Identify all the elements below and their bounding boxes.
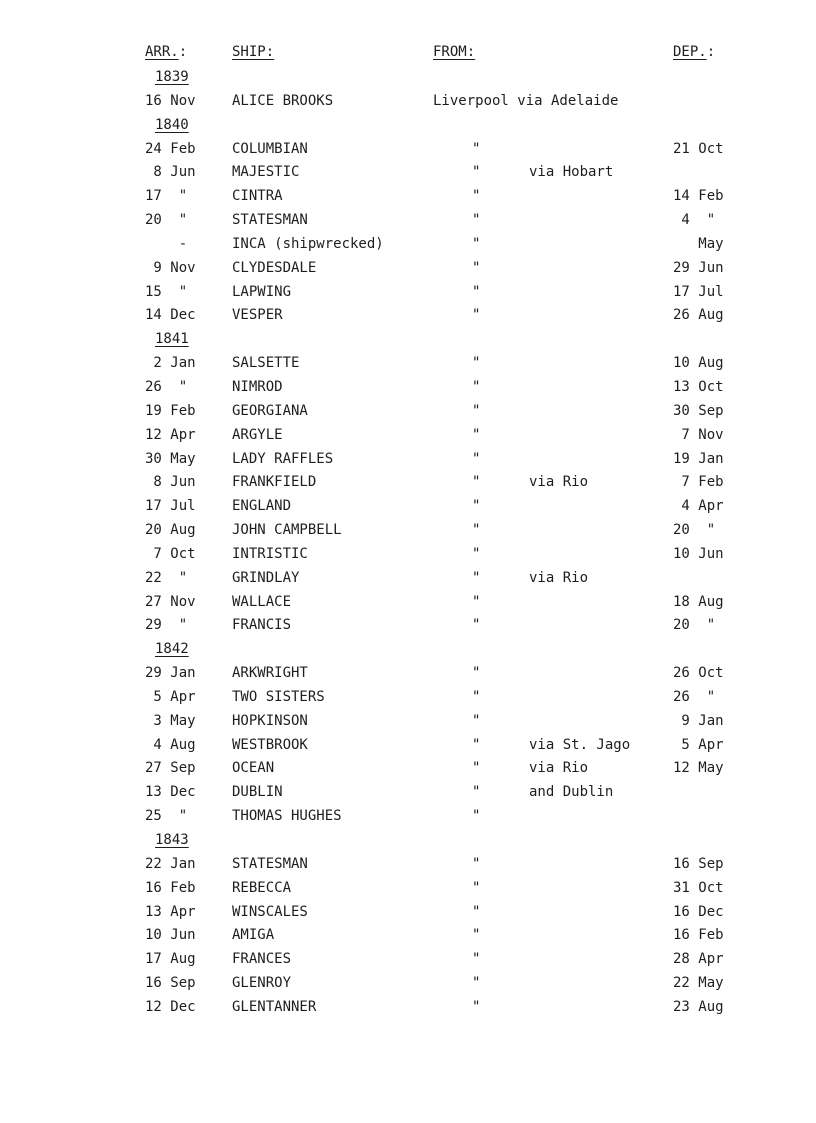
table-row — [0, 90, 816, 114]
ditto-mark: " — [472, 259, 481, 276]
departure-date: 4 " — [673, 212, 716, 229]
ship-name: AMIGA — [232, 927, 275, 944]
departure-date: 7 Nov — [673, 426, 724, 443]
departure-date: 10 Jun — [673, 545, 724, 562]
ditto-mark: " — [472, 355, 481, 372]
ship-name: GEORGIANA — [232, 402, 308, 419]
table-row — [0, 996, 816, 1020]
arrival-date: 9 Nov — [145, 259, 196, 276]
table-row — [0, 543, 816, 567]
table-row — [0, 924, 816, 948]
ditto-mark: " — [472, 569, 481, 586]
year-row — [0, 638, 816, 662]
ship-name: WINSCALES — [232, 903, 308, 920]
ditto-mark: " — [472, 688, 481, 705]
departure-date: May — [673, 235, 724, 252]
via-route: via Hobart — [529, 164, 614, 181]
ditto-mark: " — [472, 140, 481, 157]
arrival-date: 22 Jan — [145, 855, 196, 872]
arrival-date: 26 " — [145, 378, 188, 395]
ship-name: HOPKINSON — [232, 712, 308, 729]
ship-name: ENGLAND — [232, 498, 292, 515]
ship-name: LAPWING — [232, 283, 292, 300]
table-row — [0, 662, 816, 686]
ditto-mark: " — [472, 617, 481, 634]
ship-name: INCA (shipwrecked) — [232, 235, 384, 252]
departure-date: 14 Feb — [673, 188, 724, 205]
departure-date: 20 " — [673, 522, 716, 539]
departure-date: 17 Jul — [673, 283, 724, 300]
table-row — [0, 805, 816, 829]
ditto-mark: " — [472, 307, 481, 324]
ditto-mark: " — [472, 450, 481, 467]
year-heading: 1843 — [155, 832, 189, 848]
departure-date: 4 Apr — [673, 498, 724, 515]
arrival-date: 16 Nov — [145, 92, 196, 109]
arrival-date: 8 Jun — [145, 474, 196, 491]
ditto-mark: " — [472, 927, 481, 944]
year-heading: 1839 — [155, 69, 189, 85]
departure-date: 26 Aug — [673, 307, 724, 324]
table-row — [0, 567, 816, 591]
arrival-date: 19 Feb — [145, 402, 196, 419]
table-row — [0, 400, 816, 424]
ditto-mark: " — [472, 474, 481, 491]
ditto-mark: " — [472, 975, 481, 992]
departure-date: 9 Jan — [673, 712, 724, 729]
arrival-date: 25 " — [145, 808, 188, 825]
table-row — [0, 281, 816, 305]
arrival-date: 13 Dec — [145, 784, 196, 801]
ship-name: LADY RAFFLES — [232, 450, 334, 467]
table-row — [0, 853, 816, 877]
arrival-date: 20 " — [145, 212, 188, 229]
table-row — [0, 734, 816, 758]
ditto-mark: " — [472, 784, 481, 801]
ship-name: FRANKFIELD — [232, 474, 317, 491]
departure-date: 26 " — [673, 688, 716, 705]
departure-date: 22 May — [673, 975, 724, 992]
departure-date: 23 Aug — [673, 998, 724, 1015]
departure-date: 10 Aug — [673, 355, 724, 372]
year-row — [0, 66, 816, 90]
departure-date: 16 Dec — [673, 903, 724, 920]
table-row — [0, 304, 816, 328]
arrival-date: 8 Jun — [145, 164, 196, 181]
arrival-date: 20 Aug — [145, 522, 196, 539]
ditto-mark: " — [472, 760, 481, 777]
arrival-date: 12 Apr — [145, 426, 196, 443]
arrival-date: 17 Aug — [145, 951, 196, 968]
table-row — [0, 209, 816, 233]
table-row — [0, 138, 816, 162]
departure-date: 31 Oct — [673, 879, 724, 896]
via-route: via St. Jago — [529, 736, 631, 753]
ditto-mark: " — [472, 283, 481, 300]
departure-date: 26 Oct — [673, 665, 724, 682]
arrival-date: 29 " — [145, 617, 188, 634]
ditto-mark: " — [472, 188, 481, 205]
ship-name: TWO SISTERS — [232, 688, 325, 705]
ship-name: DUBLIN — [232, 784, 283, 801]
ditto-mark: " — [472, 712, 481, 729]
arrival-date: 16 Sep — [145, 975, 196, 992]
dep-header — [673, 44, 715, 60]
arrival-date: 22 " — [145, 569, 188, 586]
table-row — [0, 495, 816, 519]
table-row — [0, 948, 816, 972]
year-heading: 1840 — [155, 116, 189, 133]
ship-name: STATESMAN — [232, 212, 308, 229]
from-port: Liverpool via Adelaide — [433, 92, 619, 109]
ship-name: ALICE BROOKS — [232, 92, 334, 109]
arrival-date: 17 Jul — [145, 498, 196, 515]
table-row — [0, 614, 816, 638]
ditto-mark: " — [472, 378, 481, 395]
departure-date: 12 May — [673, 760, 724, 777]
via-route: via Rio — [529, 474, 589, 491]
year-row — [0, 328, 816, 352]
arrival-date: 29 Jan — [145, 665, 196, 682]
arrival-date: 3 May — [145, 712, 196, 729]
ditto-mark: " — [472, 522, 481, 539]
arrival-date: 24 Feb — [145, 140, 196, 157]
ditto-mark: " — [472, 212, 481, 229]
ship-name: OCEAN — [232, 760, 275, 777]
ship-name: INTRISTIC — [232, 545, 308, 562]
dep-header-label: DEP. — [673, 44, 707, 60]
ditto-mark: " — [472, 164, 481, 181]
arrival-date: 17 " — [145, 188, 188, 205]
ship-name: REBECCA — [232, 879, 292, 896]
table-row — [0, 352, 816, 376]
ship-name: JOHN CAMPBELL — [232, 522, 342, 539]
table-row — [0, 161, 816, 185]
table-row — [0, 972, 816, 996]
ship-name: STATESMAN — [232, 855, 308, 872]
ditto-mark: " — [472, 665, 481, 682]
ditto-mark: " — [472, 808, 481, 825]
table-row — [0, 519, 816, 543]
ship-name: CLYDESDALE — [232, 259, 317, 276]
table-row — [0, 424, 816, 448]
ditto-mark: " — [472, 498, 481, 515]
ship-name: VESPER — [232, 307, 283, 324]
year-heading: 1842 — [155, 641, 189, 658]
departure-date: 28 Apr — [673, 951, 724, 968]
table-row — [0, 877, 816, 901]
arrival-date: 12 Dec — [145, 998, 196, 1015]
table-row — [0, 686, 816, 710]
via-route: via Rio — [529, 569, 589, 586]
ship-name: FRANCES — [232, 951, 292, 968]
ship-name: ARGYLE — [232, 426, 283, 443]
table-row — [0, 471, 816, 495]
ship-header: SHIP: — [232, 44, 275, 60]
arrival-date: 7 Oct — [145, 545, 196, 562]
arrival-date: 27 Nov — [145, 593, 196, 610]
ship-name: COLUMBIAN — [232, 140, 308, 157]
ditto-mark: " — [472, 402, 481, 419]
ship-name: SALSETTE — [232, 355, 300, 372]
arr-header — [145, 44, 187, 60]
arrival-date: 2 Jan — [145, 355, 196, 372]
departure-date: 18 Aug — [673, 593, 724, 610]
ship-name: FRANCIS — [232, 617, 292, 634]
year-row — [0, 829, 816, 853]
ship-name: GLENTANNER — [232, 998, 317, 1015]
ditto-mark: " — [472, 593, 481, 610]
ditto-mark: " — [472, 951, 481, 968]
table-header — [0, 44, 816, 64]
year-heading: 1841 — [155, 331, 189, 348]
arrival-date: 10 Jun — [145, 927, 196, 944]
year-row — [0, 114, 816, 138]
arrival-date: 5 Apr — [145, 688, 196, 705]
table-row — [0, 757, 816, 781]
ditto-mark: " — [472, 736, 481, 753]
departure-date: 19 Jan — [673, 450, 724, 467]
departure-date: 13 Oct — [673, 378, 724, 395]
arrival-date: 15 " — [145, 283, 188, 300]
departure-date: 16 Sep — [673, 855, 724, 872]
table-row — [0, 257, 816, 281]
departure-date: 20 " — [673, 617, 716, 634]
ditto-mark: " — [472, 903, 481, 920]
ship-name: CINTRA — [232, 188, 283, 205]
table-row — [0, 233, 816, 257]
ditto-mark: " — [472, 855, 481, 872]
via-route: and Dublin — [529, 784, 614, 801]
arrivals-table — [0, 66, 816, 1020]
ship-name: GRINDLAY — [232, 569, 300, 586]
arrival-date: 4 Aug — [145, 736, 196, 753]
ship-name: WESTBROOK — [232, 736, 308, 753]
departure-date: 7 Feb — [673, 474, 724, 491]
arrival-date: 30 May — [145, 450, 196, 467]
arrival-date: 27 Sep — [145, 760, 196, 777]
departure-date: 16 Feb — [673, 927, 724, 944]
ship-name: GLENROY — [232, 975, 292, 992]
table-row — [0, 376, 816, 400]
ship-name: WALLACE — [232, 593, 292, 610]
dep-header-colon: : — [706, 44, 716, 60]
ditto-mark: " — [472, 879, 481, 896]
ship-name: THOMAS HUGHES — [232, 808, 342, 825]
departure-date: 5 Apr — [673, 736, 724, 753]
arr-header-colon: : — [178, 44, 188, 60]
arrival-date: - — [145, 235, 188, 252]
departure-date: 30 Sep — [673, 402, 724, 419]
arrival-date: 13 Apr — [145, 903, 196, 920]
from-header: FROM: — [433, 44, 476, 60]
ditto-mark: " — [472, 235, 481, 252]
ditto-mark: " — [472, 545, 481, 562]
table-row — [0, 591, 816, 615]
ship-name: MAJESTIC — [232, 164, 300, 181]
ditto-mark: " — [472, 998, 481, 1015]
table-row — [0, 901, 816, 925]
ditto-mark: " — [472, 426, 481, 443]
table-row — [0, 710, 816, 734]
arrival-date: 14 Dec — [145, 307, 196, 324]
table-row — [0, 185, 816, 209]
departure-date: 21 Oct — [673, 140, 724, 157]
ship-name: NIMROD — [232, 378, 283, 395]
ship-name: ARKWRIGHT — [232, 665, 308, 682]
table-row — [0, 781, 816, 805]
departure-date: 29 Jun — [673, 259, 724, 276]
arrival-date: 16 Feb — [145, 879, 196, 896]
via-route: via Rio — [529, 760, 589, 777]
arr-header-label: ARR. — [145, 44, 179, 60]
table-row — [0, 448, 816, 472]
